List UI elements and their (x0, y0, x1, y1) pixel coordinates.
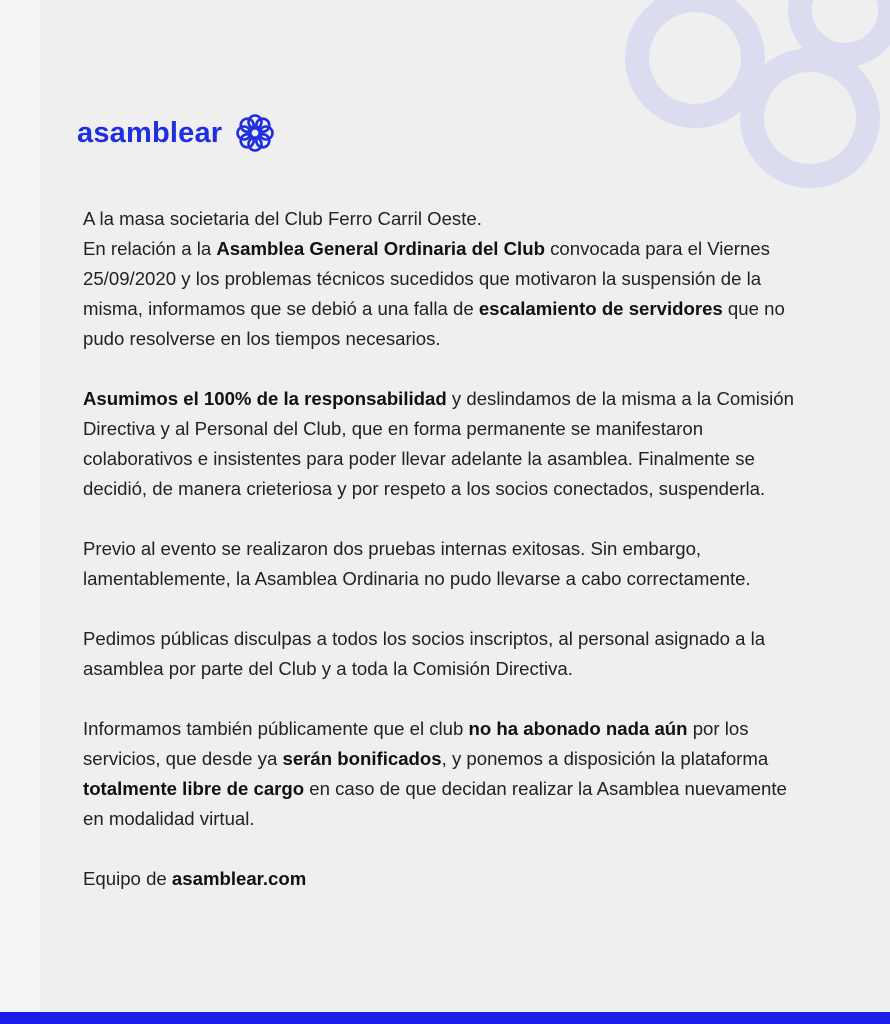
bold-responsibility: Asumimos el 100% de la responsabilidad (83, 388, 447, 409)
paragraph-intro: A la masa societaria del Club Ferro Carril Oeste. En relación a la Asamblea General Ordinaria del Club convocada para el Viernes 25/09/2020 y los problemas técnicos sucedidos que motivaron la suspensión de la misma, informamos que se debió a una falla de escalamiento de servidores que no pudo resolverse en los tiempos necesarios. (83, 208, 785, 349)
paragraph-tests: Previo al evento se realizaron dos pruebas internas exitosas. Sin embargo, lamentablemente, la Asamblea Ordinaria no pudo llevarse a cabo correctamente. (83, 538, 751, 589)
decorative-ring-pattern (610, 0, 890, 200)
paragraph-responsibility: Asumimos el 100% de la responsabilidad y deslindamos de la misma a la Comisión Directiva y al Personal del Club, que en forma permanente se manifestaron colaborativos e insistentes para poder llevar adelante la asamblea. Finalmente se decidió, de manera crieteriosa y por respeto a los socios conectados, suspenderla. (83, 388, 794, 499)
signature-brand: asamblear.com (171, 868, 307, 889)
brand-name: asamblear (77, 116, 223, 149)
brand-logo (77, 112, 276, 154)
bold-assembly-name: Asamblea General Ordinaria del Club (216, 238, 545, 259)
salutation: A la masa societaria del Club Ferro Carril Oeste. (83, 208, 482, 229)
flower-ring-icon (234, 112, 276, 154)
signature: Equipo de asamblear.com (83, 868, 307, 889)
bold-bonified: serán bonificados (282, 748, 442, 769)
bold-free-of-charge: totalmente libre de cargo (83, 778, 305, 799)
letter-body (83, 204, 808, 894)
bold-server-scaling: escalamiento de servidores (478, 298, 723, 319)
paragraph-billing: Informamos también públicamente que el club no ha abonado nada aún por los servicios, que desde ya serán bonificados, y ponemos a disposición la plataforma totalmente libre de cargo en caso de que decidan realizar la Asamblea nuevamente en modalidad virtual. (83, 718, 787, 829)
bottom-accent-bar (0, 1012, 890, 1024)
left-margin-strip (0, 0, 40, 1024)
paragraph-apology: Pedimos públicas disculpas a todos los socios inscriptos, al personal asignado a la asamblea por parte del Club y a toda la Comisión Directiva. (83, 628, 766, 679)
bold-not-paid: no ha abonado nada aún (468, 718, 688, 739)
